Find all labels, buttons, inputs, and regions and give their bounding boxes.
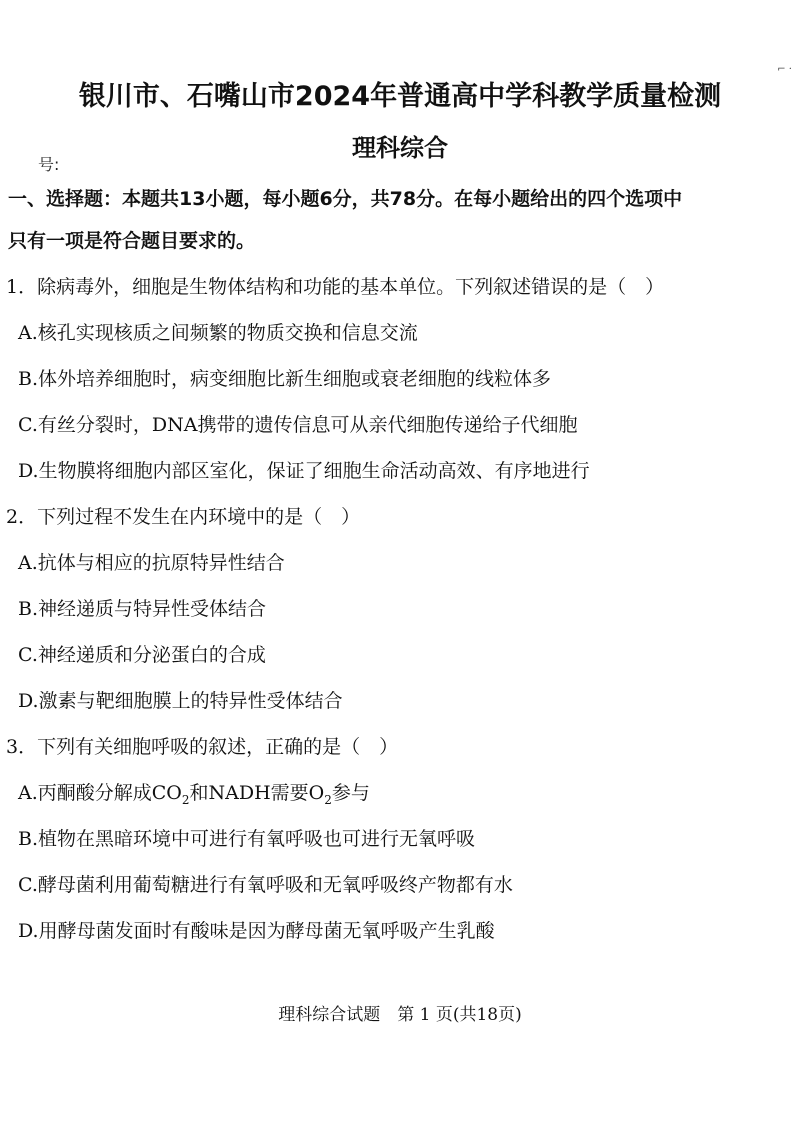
o2-subscript: 2 <box>324 792 332 807</box>
exam-title: 银川市、石嘴山市2024年普通高中学科教学质量检测 <box>78 81 722 112</box>
question-1-option-a: A.核孔实现核质之间频繁的物质交换和信息交流 <box>18 322 418 344</box>
exam-subject: 理科综合 <box>352 134 448 162</box>
section-line-1: 一、选择题：本题共13小题，每小题6分，共78分。在每小题给出的四个选项中 <box>8 188 683 210</box>
option-a-suffix: 参与 <box>331 782 370 804</box>
section-line-2: 只有一项是符合题目要求的。 <box>8 230 256 252</box>
corner-mark: ⌐ · <box>777 64 792 75</box>
question-1-option-b: B.体外培养细胞时，病变细胞比新生细胞或衰老细胞的线粒体多 <box>18 368 552 390</box>
question-1-stem: 1．除病毒外，细胞是生物体结构和功能的基本单位。下列叙述错误的是（ ） <box>6 276 665 298</box>
question-1-option-c: C.有丝分裂时，DNA携带的遗传信息可从亲代细胞传递给子代细胞 <box>18 414 578 436</box>
question-1-option-d: D.生物膜将细胞内部区室化，保证了细胞生命活动高效、有序地进行 <box>18 460 590 482</box>
question-3-option-a <box>18 778 370 807</box>
co2-subscript: 2 <box>181 792 190 807</box>
question-3-option-d: D.用酵母菌发面时有酸味是因为酵母菌无氧呼吸产生乳酸 <box>18 920 495 942</box>
question-3-stem: 3．下列有关细胞呼吸的叙述，正确的是（ ） <box>6 736 399 758</box>
stray-text: 号: <box>38 155 60 174</box>
question-2-option-b: B.神经递质与特异性受体结合 <box>18 598 267 620</box>
question-2-option-d: D.激素与靶细胞膜上的特异性受体结合 <box>18 690 343 712</box>
question-3-option-c: C.酵母菌利用葡萄糖进行有氧呼吸和无氧呼吸终产物都有水 <box>18 874 513 896</box>
page-footer: 理科综合试题 第 1 页(共18页) <box>278 1005 522 1025</box>
question-2-stem: 2．下列过程不发生在内环境中的是（ ） <box>6 506 361 528</box>
question-2-option-a: A.抗体与相应的抗原特异性结合 <box>18 552 285 574</box>
option-a-prefix: A.丙酮酸分解成CO <box>18 782 182 804</box>
section-instructions <box>8 178 788 262</box>
question-3-option-b: B.植物在黑暗环境中可进行有氧呼吸也可进行无氧呼吸 <box>18 828 476 850</box>
option-a-mid: 和NADH需要O <box>189 782 325 804</box>
question-2-option-c: C.神经递质和分泌蛋白的合成 <box>18 644 266 666</box>
